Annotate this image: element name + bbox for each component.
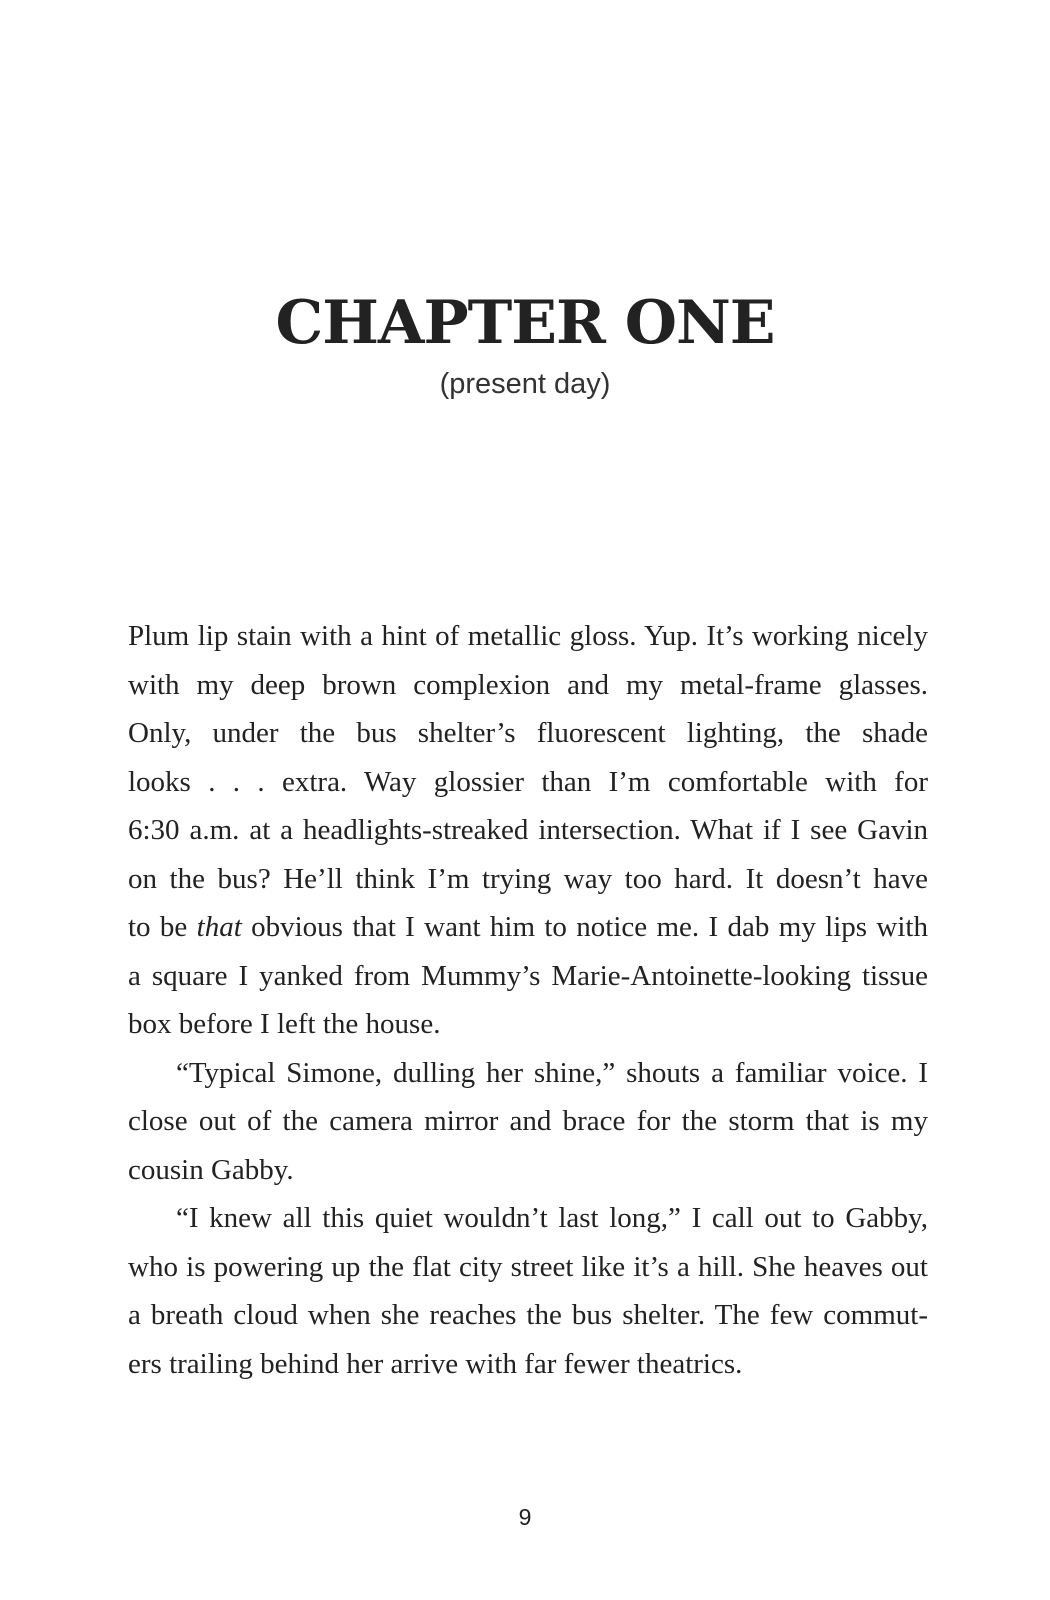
text-line: looks . . . extra. Way glossier than I’m comfortable with for [128, 765, 928, 798]
text-line: box before I left the house. [128, 1008, 441, 1040]
text-line: ers trailing behind her arrive with far fewer theatrics. [128, 1347, 743, 1380]
text-line: close out of the camera mirror and brace for the storm that is my [128, 1105, 928, 1137]
text-line: on the bus? He’ll think I’m trying way too hard. It doesn’t have [128, 862, 928, 895]
text-line: Only, under the bus shelter’s fluorescent lighting, the shade [128, 717, 928, 749]
paragraph-1 [128, 612, 928, 1049]
text-line [128, 903, 928, 952]
text-segment: obvious that I want him to notice me. I dab my lips with [241, 911, 928, 943]
text-line: Plum lip stain with a hint of metallic gloss. Yup. It’s working nicely [128, 620, 928, 652]
chapter-subtitle: (present day) [439, 368, 611, 400]
text-line: a square I yanked from Mummy’s Marie-Antoinette-looking tissue [128, 959, 928, 992]
text-line: “I knew all this quiet wouldn’t last long,” I call out to Gabby, [176, 1202, 928, 1234]
text-line: 6:30 a.m. at a headlights-streaked intersection. What if I see Gavin [128, 814, 928, 846]
chapter-title: CHAPTER ONE [275, 288, 775, 358]
body-text [128, 612, 928, 1388]
text-line: who is powering up the flat city street like it’s a hill. She heaves out [128, 1250, 928, 1283]
paragraph-2 [128, 1049, 928, 1195]
text-line: cousin Gabby. [128, 1153, 294, 1186]
text-line: with my deep brown complexion and my metal-frame glasses. [128, 668, 928, 701]
paragraph-3 [128, 1194, 928, 1388]
text-line: a breath cloud when she reaches the bus shelter. The few commut- [128, 1299, 928, 1331]
page-number: 9 [518, 1504, 532, 1530]
text-segment: to be [128, 911, 197, 943]
italic-emphasis: that [196, 911, 242, 943]
text-line: “Typical Simone, dulling her shine,” shouts a familiar voice. I [176, 1056, 928, 1089]
